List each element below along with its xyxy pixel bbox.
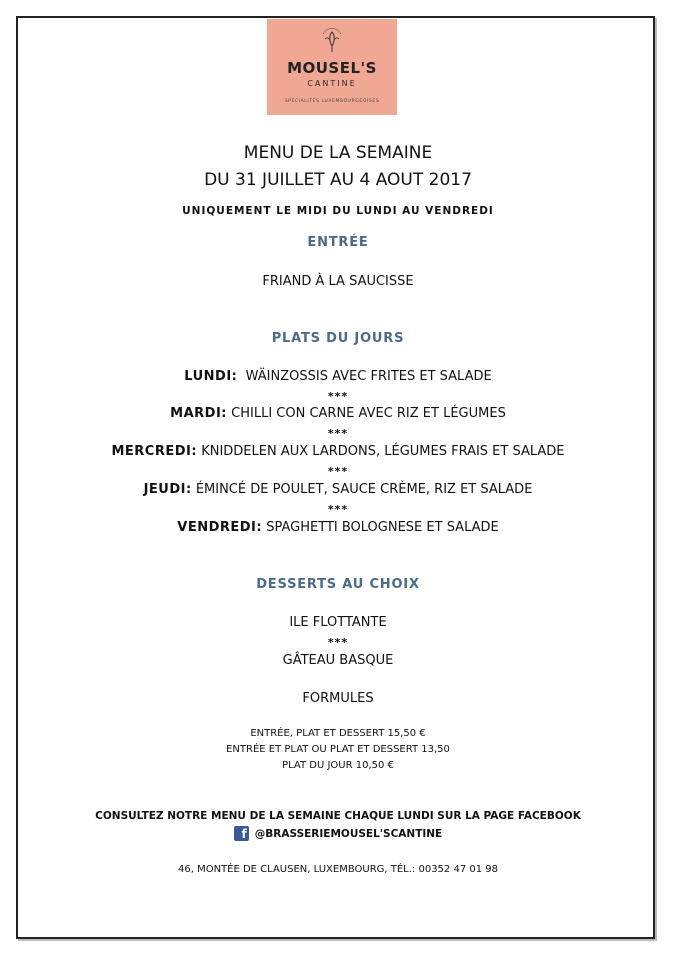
plat-row-lundi (0, 369, 676, 384)
logo-subtitle: CANTINE (307, 79, 357, 88)
restaurant-logo (267, 19, 397, 115)
facebook-icon: f (234, 826, 249, 841)
separator: *** (327, 636, 349, 649)
desserts-heading: DESSERTS AU CHOIX (256, 577, 420, 592)
plat-day: VENDREDI: (177, 520, 263, 535)
plat-dish: SPAGHETTI BOLOGNESE ET SALADE (266, 520, 499, 535)
plat-day: MERCREDI: (111, 444, 198, 459)
plat-row-vendredi (0, 520, 676, 535)
plat-dish: WÄINZOSSIS AVEC FRITES ET SALADE (245, 369, 492, 384)
formule-line: ENTRÉE, PLAT ET DESSERT 15,50 € (250, 728, 426, 739)
separator: *** (327, 465, 349, 478)
separator: *** (327, 503, 349, 516)
plat-dish: ÉMINCÉ DE POULET, SAUCE CRÈME, RIZ ET SALADE (195, 482, 533, 497)
separator: *** (327, 390, 349, 403)
service-notice: UNIQUEMENT LE MIDI DU LUNDI AU VENDREDI (182, 205, 494, 217)
entree-item: FRIAND À LA SAUCISSE (262, 274, 414, 289)
facebook-handle[interactable]: @BRASSERIEMOUSEL'SCANTINE (254, 827, 443, 840)
separator: *** (327, 427, 349, 440)
formule-line: PLAT DU JOUR 10,50 € (282, 760, 394, 771)
plat-row-mercredi (0, 444, 676, 459)
formule-line: ENTRÉE ET PLAT OU PLAT ET DESSERT 13,50 (226, 744, 450, 755)
plat-day: LUNDI: (184, 369, 238, 384)
footer-address: 46, MONTÉE DE CLAUSEN, LUXEMBOURG, TÉL.: 00352 47 01 98 (178, 864, 498, 875)
formules-heading: FORMULES (302, 691, 374, 706)
footer-consult: CONSULTEZ NOTRE MENU DE LA SEMAINE CHAQUE LUNDI SUR LA PAGE FACEBOOK (95, 810, 581, 822)
plat-day: MARDI: (170, 406, 227, 421)
plat-dish: KNIDDELEN AUX LARDONS, LÉGUMES FRAIS ET SALADE (201, 444, 565, 459)
plat-row-jeudi (0, 482, 676, 497)
logo-brand: MOUSEL'S (287, 59, 377, 77)
plat-dish: CHILLI CON CARNE AVEC RIZ ET LÉGUMES (231, 406, 506, 421)
plat-day: JEUDI: (143, 482, 192, 497)
menu-dates: DU 31 JUILLET AU 4 AOUT 2017 (204, 170, 472, 190)
dessert-item: ILE FLOTTANTE (289, 615, 387, 630)
menu-title: MENU DE LA SEMAINE (243, 143, 433, 163)
plat-row-mardi (0, 406, 676, 421)
dessert-item: GÂTEAU BASQUE (282, 653, 394, 668)
logo-tagline: SPÉCIALITÉS LUXEMBOURGEOISES (284, 99, 380, 104)
facebook-row[interactable] (0, 826, 676, 841)
entree-heading: ENTRÉE (307, 235, 369, 250)
hop-emblem-icon (317, 25, 347, 55)
plats-heading: PLATS DU JOURS (271, 331, 405, 346)
